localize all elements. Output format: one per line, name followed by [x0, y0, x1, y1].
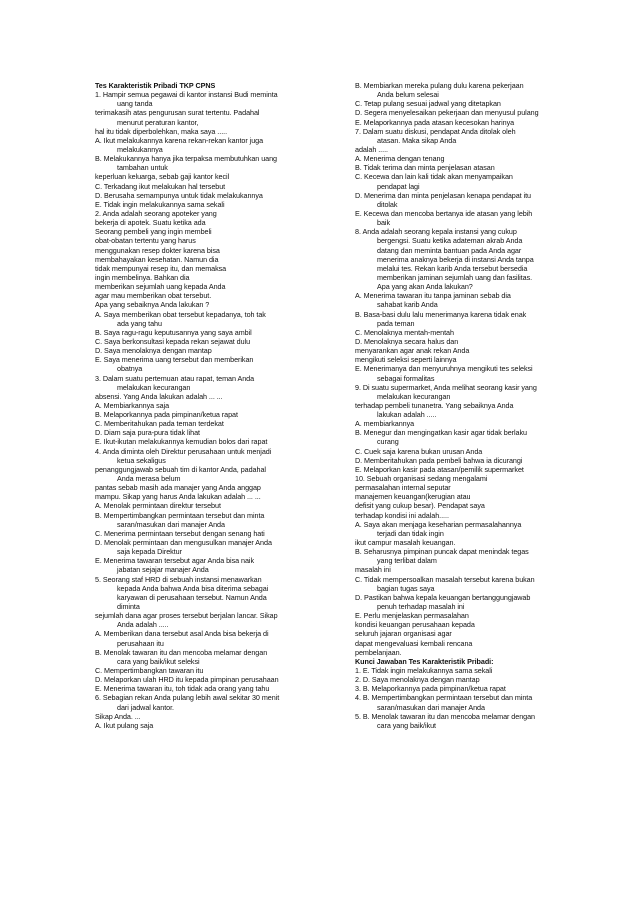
- text-line: bekerja di apotek. Suatu ketika ada: [95, 218, 206, 228]
- text-line: B. Mempertimbangkan permintaan tersebut dan minta: [95, 510, 265, 520]
- text-line: E. Menerima tawaran tersebut agar Anda bisa naik: [95, 556, 255, 566]
- text-line: agar mau memberikan obat tersebut.: [95, 291, 212, 301]
- text-line: B. Basa-basi dulu lalu menerimanya karena tidak enak: [355, 309, 527, 319]
- text-line: E. Melaporkan kasir pada atasan/pemilik supermarket: [355, 464, 524, 474]
- text-line: 1. Hampir semua pegawai di kantor instansi Budi meminta: [95, 90, 278, 100]
- text-line: A. Ikut pulang saja: [95, 720, 154, 730]
- text-line: B. Menolak tawaran itu dan mencoba melamar dengan: [95, 647, 268, 657]
- text-line: ditolak: [377, 199, 398, 209]
- text-line: D. Saya menolaknya dengan mantap: [95, 346, 212, 356]
- text-line: 5. B. Menolak tawaran itu dan mencoba melamar dengan: [355, 711, 535, 721]
- text-line: manajemen keuangan(kerugian atau: [355, 492, 471, 502]
- text-line: B. Melakukannya hanya jika terpaksa membutuhkan uang: [95, 154, 277, 164]
- text-line: menerima anaknya bekerja di instansi Anda tanpa: [377, 254, 534, 264]
- heading-line: Kunci Jawaban Tes Karakteristik Pribadi:: [355, 656, 494, 666]
- text-line: tidak mempunyai resep itu, dan memaksa: [95, 263, 227, 273]
- text-line: D. Diam saja pura-pura tidak lihat: [95, 428, 200, 438]
- text-line: mampu. Sikap yang harus Anda lakukan adalah ... ...: [95, 492, 261, 502]
- text-line: hal itu tidak diperbolehkan, maka saya .....: [95, 126, 228, 136]
- text-line: kondisi keuangan perusahaan kepada: [355, 620, 475, 630]
- text-line: terhadap pembeli tunanetra. Yang sebaiknya Anda: [355, 400, 514, 410]
- text-line: bagian tugas saya: [377, 583, 435, 593]
- text-line: datang dan meminta bantuan pada Anda agar: [377, 245, 522, 255]
- text-line: E. Saya menerima uang tersebut dan memberikan: [95, 355, 254, 365]
- text-line: A. Memberikan dana tersebut asal Anda bisa bekerja di: [95, 629, 269, 639]
- text-line: A. Saya akan menjaga keseharian permasalahannya: [355, 519, 522, 529]
- right-column: [355, 81, 577, 730]
- text-line: 3. B. Melaporkannya pada pimpinan/ketua rapat: [355, 684, 506, 694]
- text-line: Apa yang akan Anda lakukan?: [377, 282, 473, 292]
- text-line: cara yang baik/ikut: [377, 720, 436, 730]
- text-line: B. Membiarkan mereka pulang dulu karena pekerjaan: [355, 81, 524, 90]
- text-line: pembelanjaan.: [355, 647, 402, 657]
- text-line: A. Saya memberikan obat tersebut kepadanya, toh tak: [95, 309, 266, 319]
- text-line: C. Menerima permintaan tersebut dengan senang hati: [95, 528, 265, 538]
- text-line: 8. Anda adalah seorang kepala instansi yang cukup: [355, 227, 517, 237]
- text-line: absensi. Yang Anda lakukan adalah ... ...: [95, 391, 223, 401]
- text-line: kepada Anda bahwa Anda bisa diterima sebagai: [117, 583, 269, 593]
- text-line: menyarankan agar anak rekan Anda: [355, 346, 470, 356]
- text-line: seluruh jajaran organisasi agar: [355, 629, 452, 639]
- text-line: C. Tidak mempersoalkan masalah tersebut karena bukan: [355, 574, 535, 584]
- text-line: sebagai formalitas: [377, 373, 435, 383]
- text-line: karyawan di perusahaan tersebut. Namun Anda: [117, 592, 267, 602]
- text-line: 3. Dalam suatu pertemuan atau rapat, teman Anda: [95, 373, 255, 383]
- text-line: D. Menolaknya secara halus dan: [355, 336, 459, 346]
- text-line: E. Kecewa dan mencoba bertanya ide atasan yang lebih: [355, 208, 533, 218]
- text-line: A. Menerima dengan tenang: [355, 154, 445, 164]
- text-line: terjadi dan tidak ingin: [377, 528, 444, 538]
- text-line: ikut campur masalah keuangan.: [355, 538, 456, 548]
- text-line: 1. E. Tidak ingin melakukannya sama sekali: [355, 666, 493, 675]
- text-line: 2. Anda adalah seorang apoteker yang: [95, 208, 217, 218]
- text-line: E. Ikut-ikutan melakukannya kemudian bolos dari rapat: [95, 437, 268, 447]
- text-line: E. Melaporkannya pada atasan kecesokan harinya: [355, 117, 515, 127]
- text-line: yang terlibat dalam: [377, 556, 437, 566]
- text-line: adalah .....: [355, 144, 388, 154]
- text-line: D. Memberitahukan pada pembeli bahwa ia dicurangi: [355, 455, 523, 465]
- text-line: saja kepada Direktur: [117, 547, 182, 557]
- text-line: E. Tidak ingin melakukannya sama sekali: [95, 199, 225, 209]
- text-line: sejumlah dana agar proses tersebut berjalan lancar. Sikap: [95, 611, 278, 621]
- text-line: 10. Sebuah organisasi sedang mengalami: [355, 474, 488, 484]
- text-line: terhadap kondisi ini adalah.....: [355, 510, 449, 520]
- text-line: E. Menerimanya dan menyuruhnya mengikuti tes seleksi: [355, 364, 533, 374]
- text-line: E. Menerima tawaran itu, toh tidak ada orang yang tahu: [95, 684, 270, 694]
- text-line: A. Menerima tawaran itu tanpa jaminan sebab dia: [355, 291, 511, 301]
- text-line: ada yang tahu: [117, 318, 162, 328]
- text-line: defisit yang cukup besar). Pendapat saya: [355, 501, 485, 511]
- text-line: diminta: [117, 602, 140, 612]
- text-line: C. Memberitahukan pada teman terdekat: [95, 419, 224, 429]
- text-line: saran/masukan dari manajer Anda: [117, 519, 225, 529]
- text-line: jabatan sejajar manajer Anda: [117, 565, 209, 575]
- text-line: A. Menolak permintaan direktur tersebut: [95, 501, 221, 511]
- text-line: 7. Dalam suatu diskusi, pendapat Anda ditolak oleh: [355, 126, 516, 136]
- text-line: C. Cuek saja karena bukan urusan Anda: [355, 446, 483, 456]
- text-line: C. Mempertimbangkan tawaran itu: [95, 666, 204, 675]
- text-line: A. Ikut melakukannya karena rekan-rekan kantor juga: [95, 135, 264, 145]
- text-line: tambahan untuk: [117, 163, 168, 173]
- text-line: mengikuti seleksi seperti lainnya: [355, 355, 457, 365]
- text-line: memberikan sejumlah uang kepada Anda: [95, 282, 226, 292]
- text-line: penanggungjawab sebuah tim di kantor Anda, padahal: [95, 464, 266, 474]
- text-line: D. Segera menyelesaikan pekerjaan dan menyusul pulang: [355, 108, 539, 118]
- text-line: 5. Seorang staf HRD di sebuah instansi menawarkan: [95, 574, 262, 584]
- text-line: C. Saya berkonsultasi kepada rekan sejawat dulu: [95, 336, 251, 346]
- text-line: 6. Sebagian rekan Anda pulang lebih awal sekitar 30 menit: [95, 693, 280, 703]
- text-line: B. Saya ragu-ragu keputusannya yang saya ambil: [95, 327, 252, 337]
- text-line: A. Membiarkannya saja: [95, 400, 170, 410]
- text-line: melakukan kecurangan: [377, 391, 451, 401]
- text-line: curang: [377, 437, 399, 447]
- text-line: D. Menerima dan minta penjelasan kenapa pendapat itu: [355, 190, 532, 200]
- text-line: Apa yang sebaiknya Anda lakukan ?: [95, 300, 210, 310]
- text-line: penuh terhadap masalah ini: [377, 602, 465, 612]
- left-column: [95, 81, 337, 730]
- text-line: 4. B. Mempertimbangkan permintaan tersebut dan minta: [355, 693, 533, 703]
- text-line: membahayakan kesehatan. Namun dia: [95, 254, 219, 264]
- text-line: melakukan kecurangan: [117, 382, 191, 392]
- text-line: dari jadwal kantor.: [117, 702, 174, 712]
- text-line: D. Melaporkan ulah HRD itu kepada pimpinan perusahaan: [95, 675, 279, 685]
- text-line: cara yang baik/ikut seleksi: [117, 656, 200, 666]
- text-line: D. Berusaha semampunya untuk tidak melakukannya: [95, 190, 263, 200]
- text-line: memberikan jaminan sejumlah uang dan fasilitas.: [377, 272, 533, 282]
- text-line: permasalahan internal seputar: [355, 483, 451, 493]
- text-line: menurut peraturan kantor,: [117, 117, 199, 127]
- text-line: dapat mengevaluasi kembali rencana: [355, 638, 473, 648]
- text-line: masalah ini: [355, 565, 391, 575]
- text-line: Sikap Anda. ...: [95, 711, 141, 721]
- text-line: lakukan adalah .....: [377, 410, 437, 420]
- text-line: 2. D. Saya menolaknya dengan mantap: [355, 675, 480, 685]
- text-line: sahabat karib Anda: [377, 300, 438, 310]
- text-line: obat-obatan tertentu yang harus: [95, 236, 196, 246]
- text-line: terimakasih atas pengurusan surat tertentu. Padahal: [95, 108, 260, 118]
- text-line: melalui tes. Rekan karib Anda tersebut bersedia: [377, 263, 528, 273]
- text-line: Anda adalah .....: [117, 620, 169, 630]
- text-line: Seorang pembeli yang ingin membeli: [95, 227, 212, 237]
- text-line: E. Perlu menjelaskan permasalahan: [355, 611, 469, 621]
- text-line: saran/masukan dari manajer Anda: [377, 702, 485, 712]
- text-line: perusahaan itu: [117, 638, 164, 648]
- text-line: pendapat lagi: [377, 181, 420, 191]
- text-line: C. Menolaknya mentah-mentah: [355, 327, 454, 337]
- text-line: D. Menolak permintaan dan mengusulkan manajer Anda: [95, 538, 272, 548]
- text-line: C. Tetap pulang sesuai jadwal yang ditetapkan: [355, 99, 501, 109]
- text-line: C. Terkadang ikut melakukan hal tersebut: [95, 181, 226, 191]
- text-line: D. Pastikan bahwa kepala keuangan bertanggungjawab: [355, 592, 531, 602]
- text-line: A. membiarkannya: [355, 419, 415, 429]
- text-line: ingin membelinya. Bahkan dia: [95, 272, 190, 282]
- text-line: pantas sebab masih ada manajer yang Anda anggap: [95, 483, 261, 493]
- text-line: 9. Di suatu supermarket, Anda melihat seorang kasir yang: [355, 382, 537, 392]
- text-line: C. Kecewa dan lain kali tidak akan menyampaikan: [355, 172, 513, 182]
- text-line: bergengsi. Suatu ketika adateman akrab Anda: [377, 236, 523, 246]
- text-line: B. Tidak terima dan minta penjelasan atasan: [355, 163, 495, 173]
- text-line: B. Seharusnya pimpinan puncak dapat menindak tegas: [355, 547, 529, 557]
- text-line: melakukannya: [117, 144, 163, 154]
- text-line: menggunakan resep dokter karena bisa: [95, 245, 220, 255]
- text-line: obatnya: [117, 364, 143, 374]
- text-line: B. Melaporkannya pada pimpinan/ketua rapat: [95, 410, 238, 420]
- text-line: Anda merasa belum: [117, 474, 181, 484]
- text-line: uang tanda: [117, 99, 153, 109]
- heading-line: Tes Karakteristik Pribadi TKP CPNS: [95, 81, 216, 90]
- text-line: B. Menegur dan mengingatkan kasir agar tidak berlaku: [355, 428, 527, 438]
- text-line: atasan. Maka sikap Anda: [377, 135, 457, 145]
- text-line: Anda belum selesai: [377, 90, 439, 100]
- text-line: baik: [377, 218, 390, 228]
- text-line: ketua sekaligus: [117, 455, 166, 465]
- text-line: 4. Anda diminta oleh Direktur perusahaan untuk menjadi: [95, 446, 272, 456]
- text-line: keperluan keluarga, sebab gaji kantor kecil: [95, 172, 230, 182]
- text-line: pada teman: [377, 318, 415, 328]
